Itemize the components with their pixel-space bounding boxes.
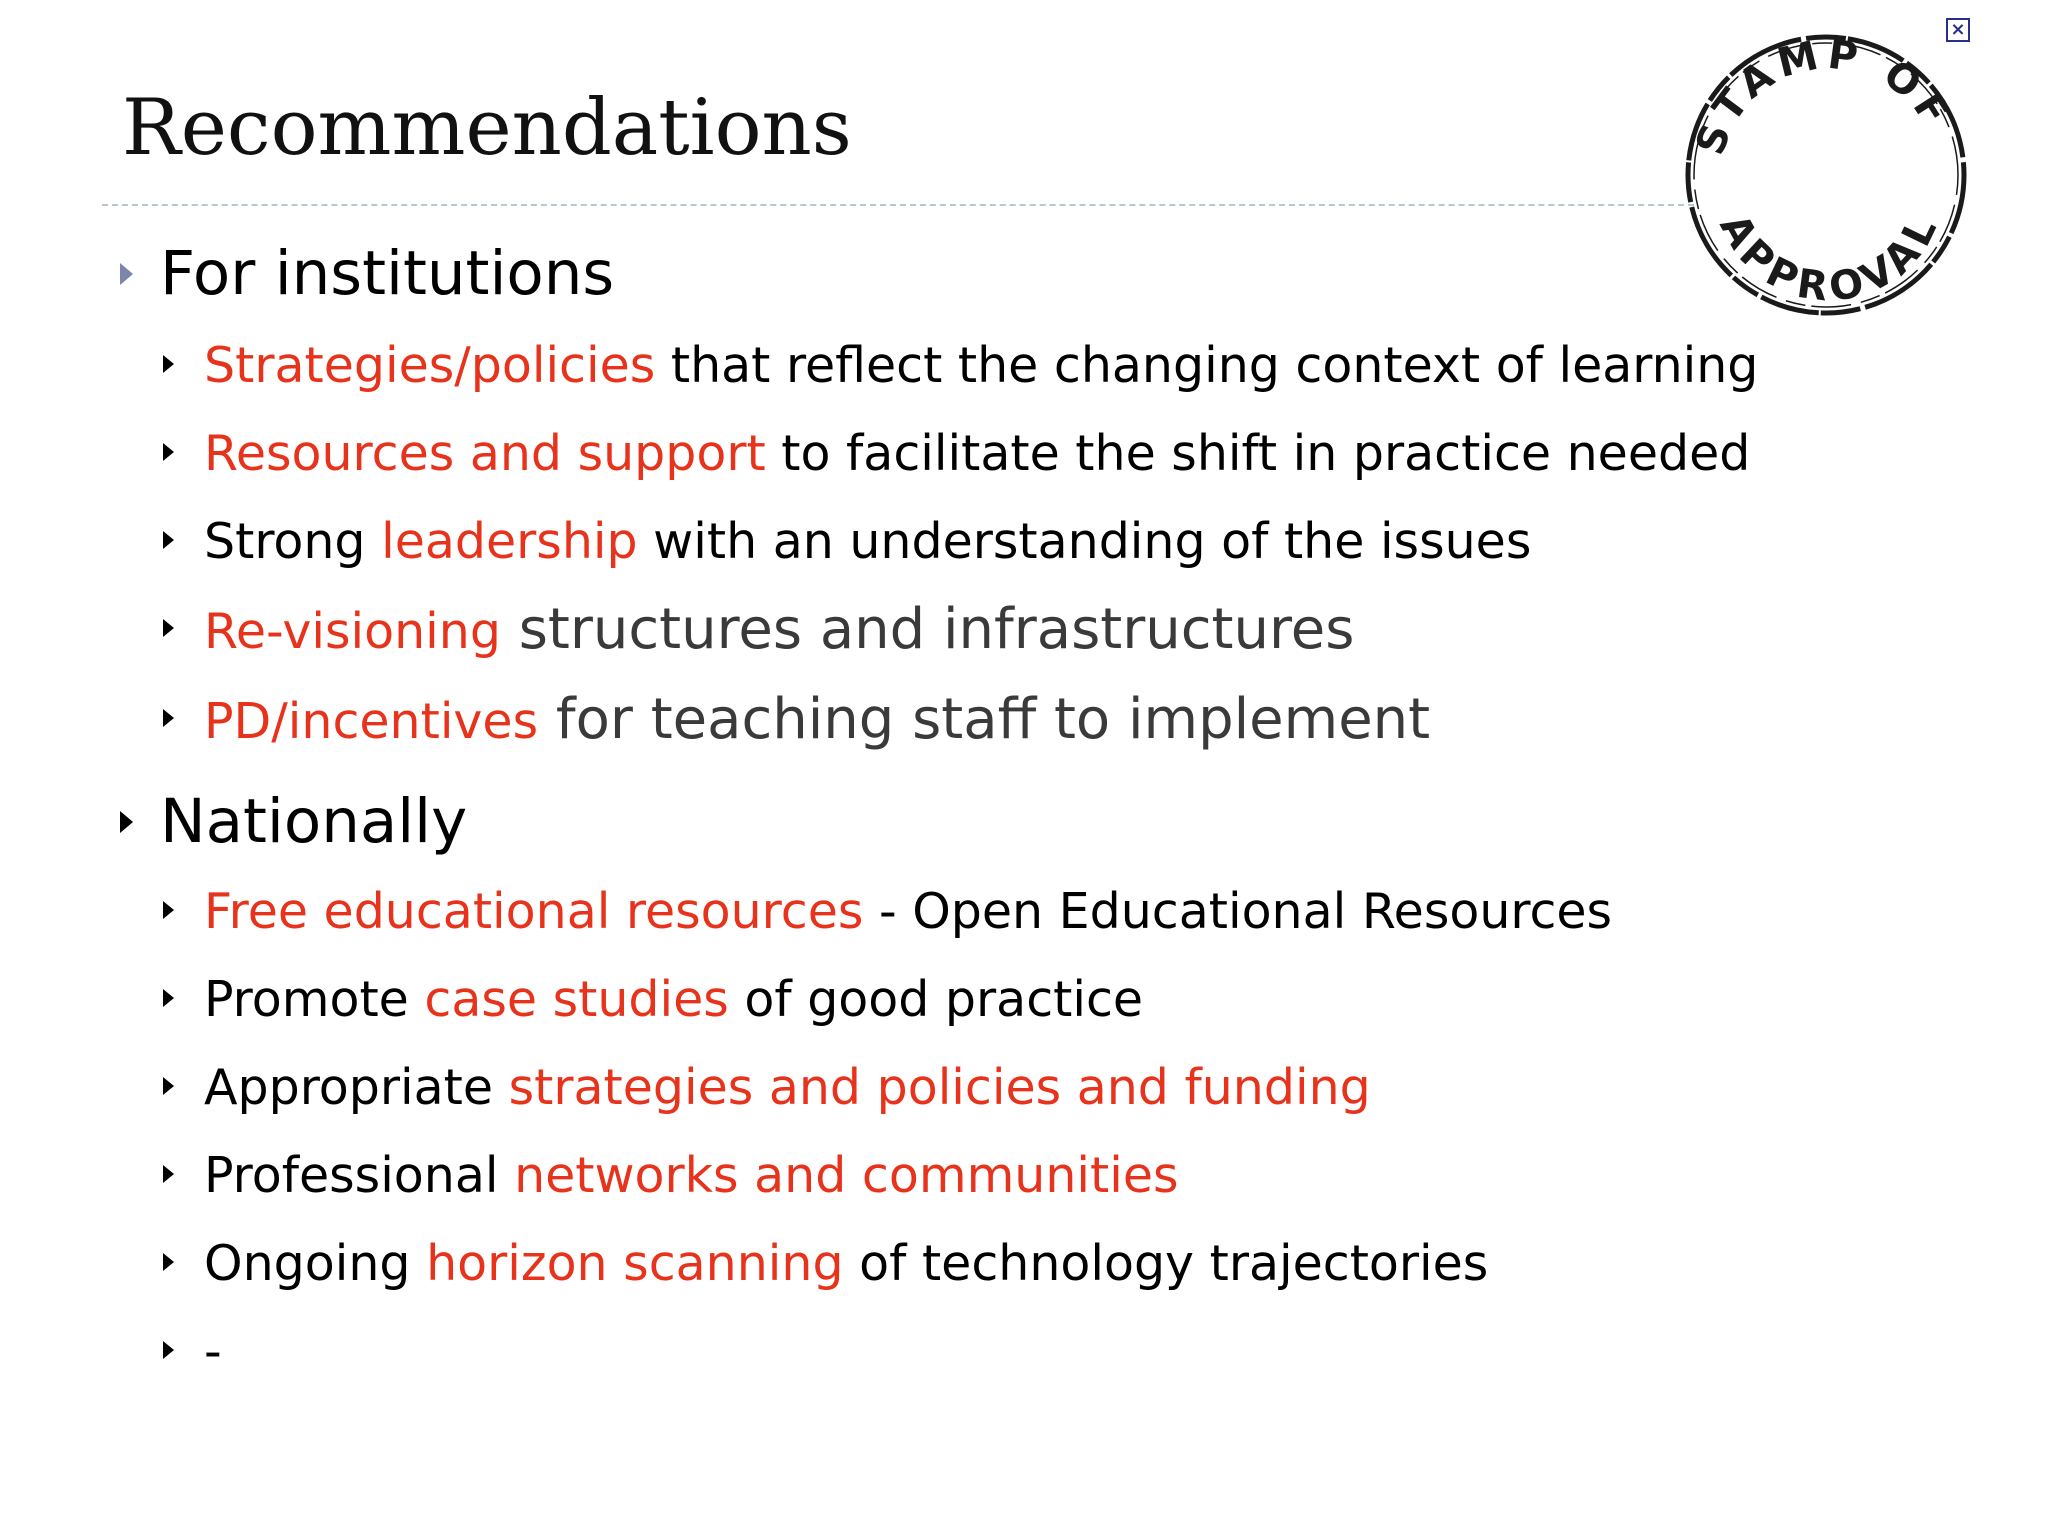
- item-text: Professional: [204, 1147, 515, 1204]
- stamp-bottom-text: APPROVAL: [1710, 205, 1949, 312]
- stamp-top-text: STAMP OF: [1687, 31, 1961, 161]
- bullet-arrow-icon: [163, 443, 174, 461]
- bullet-arrow-icon: [163, 1077, 174, 1095]
- list-item: [160, 331, 1758, 401]
- heading-text: Nationally: [160, 786, 468, 857]
- bullet-heading-institutions: [120, 234, 614, 314]
- highlight-text: leadership: [381, 513, 638, 570]
- list-item: [160, 685, 1430, 757]
- list-item: [160, 965, 1143, 1035]
- bullet-arrow-icon: [163, 355, 174, 373]
- list-item: [160, 595, 1354, 667]
- bullet-arrow-icon: [163, 1165, 174, 1183]
- highlight-text: Free educational resources: [204, 883, 864, 940]
- highlight-text: strategies and policies and funding: [508, 1059, 1371, 1116]
- stamp-of-approval-image: [1676, 20, 1976, 320]
- item-text: with an understanding of the issues: [637, 513, 1532, 570]
- highlight-text: Resources and support: [204, 425, 766, 482]
- list-item: [160, 1229, 1488, 1299]
- highlight-text: horizon scanning: [426, 1235, 844, 1292]
- svg-text:STAMP OF: [1687, 31, 1960, 160]
- item-text: of good practice: [728, 971, 1144, 1028]
- close-icon[interactable]: ×: [1946, 18, 1970, 42]
- title-divider: [102, 204, 1694, 206]
- item-text: structures and infrastructures: [500, 597, 1355, 662]
- list-item: [160, 877, 1612, 947]
- bullet-arrow-icon: [163, 901, 174, 919]
- item-text: Strong: [204, 513, 382, 570]
- bullet-arrow-icon: [163, 989, 174, 1007]
- list-item: [160, 419, 1750, 489]
- item-text: to facilitate the shift in practice needed: [765, 425, 1751, 482]
- highlight-text: networks and communities: [514, 1147, 1179, 1204]
- bullet-arrow-icon: [120, 263, 133, 285]
- bullet-arrow-icon: [163, 531, 174, 549]
- list-item: [160, 1141, 1179, 1211]
- highlight-text: Strategies/policies: [204, 337, 656, 394]
- bullet-arrow-icon: [120, 811, 133, 833]
- bullet-heading-nationally: [120, 782, 467, 862]
- item-text: -: [204, 1323, 222, 1380]
- item-text: Appropriate: [204, 1059, 509, 1116]
- item-text: for teaching staff to implement: [538, 687, 1431, 752]
- highlight-text: Re-visioning: [204, 603, 501, 660]
- item-text: of technology trajectories: [843, 1235, 1489, 1292]
- list-item: [160, 507, 1531, 577]
- item-text: Ongoing: [204, 1235, 427, 1292]
- item-text: that reflect the changing context of learning: [655, 337, 1759, 394]
- list-item: [160, 1053, 1371, 1123]
- svg-text:APPROVAL: [1710, 205, 1948, 311]
- item-text: - Open Educational Resources: [863, 883, 1613, 940]
- heading-text: For institutions: [160, 238, 615, 309]
- highlight-text: case studies: [424, 971, 729, 1028]
- list-item: [160, 1317, 222, 1387]
- bullet-arrow-icon: [163, 1253, 174, 1271]
- bullet-arrow-icon: [163, 709, 174, 727]
- bullet-arrow-icon: [163, 1341, 174, 1359]
- item-text: Promote: [204, 971, 425, 1028]
- slide-title: Recommendations: [122, 83, 852, 173]
- bullet-arrow-icon: [163, 619, 174, 637]
- highlight-text: PD/incentives: [204, 693, 539, 750]
